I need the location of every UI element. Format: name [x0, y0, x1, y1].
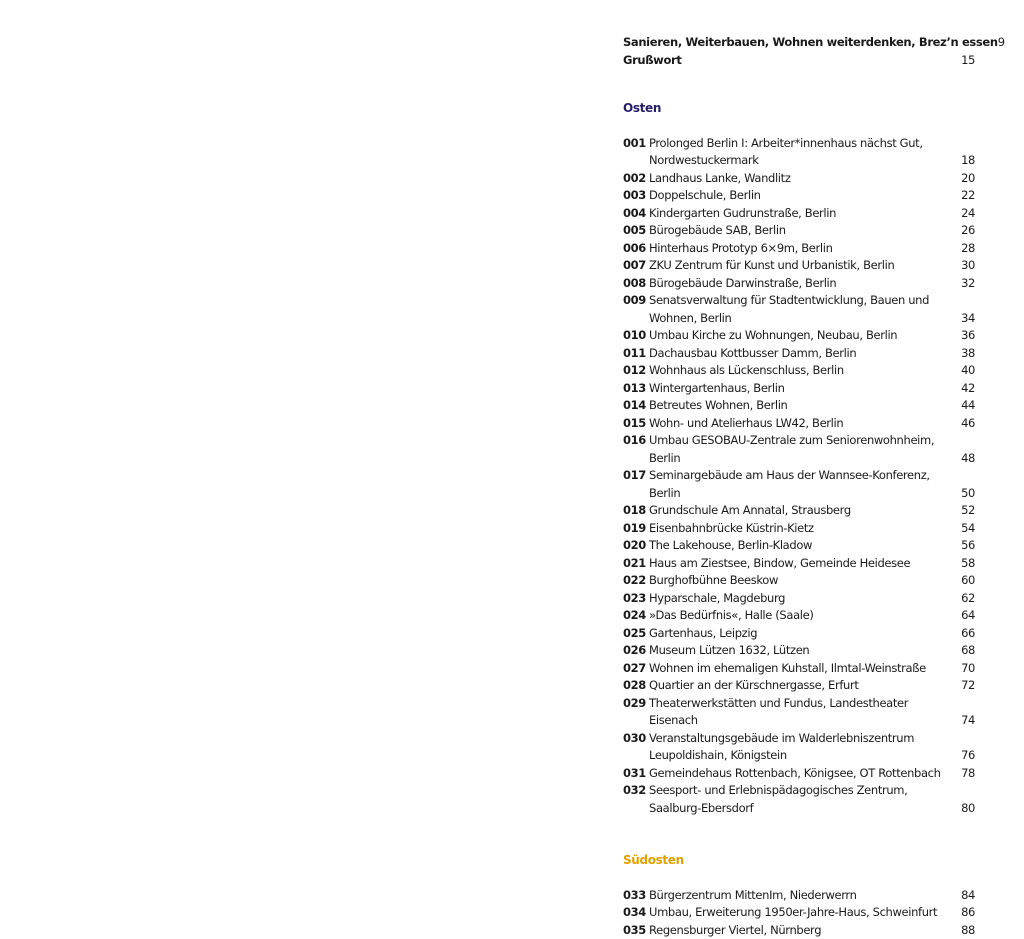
toc-entry-title: Hyparschale, Magdeburg: [649, 591, 785, 605]
toc-entry[interactable]: [623, 432, 975, 467]
toc-entry-number: 022: [623, 572, 646, 590]
toc-entry-title: Umbau GESOBAU-Zentrale zum Seniorenwohnheim, Berlin: [649, 433, 934, 465]
toc-entry-number: 033: [623, 887, 646, 905]
toc-entry-title: Betreutes Wohnen, Berlin: [649, 398, 788, 412]
toc-entry[interactable]: [623, 362, 975, 380]
toc-entry-title: Burghofbühne Beeskow: [649, 573, 778, 587]
toc-entry[interactable]: [623, 660, 975, 678]
toc-entry[interactable]: [623, 572, 975, 590]
toc-entry-number: 028: [623, 677, 646, 695]
toc-entry[interactable]: [623, 292, 975, 327]
toc-entry[interactable]: [623, 537, 975, 555]
toc-entry-title: Sanieren, Weiterbauen, Wohnen weiterdenken, Brez’n essen: [623, 34, 998, 52]
toc-entry-title: Wohn- und Atelierhaus LW42, Berlin: [649, 416, 843, 430]
toc-entry[interactable]: [623, 170, 975, 188]
toc-entry-number: 018: [623, 502, 646, 520]
toc-entry-number: 005: [623, 222, 646, 240]
toc-entry-number: 009: [623, 292, 646, 310]
toc-entry-title: Bürgerzentrum MittenIm, Niederwerrn: [649, 888, 857, 902]
toc-entry-title: Wohnhaus als Lückenschluss, Berlin: [649, 363, 844, 377]
toc-entry-title: Quartier an der Kürschnergasse, Erfurt: [649, 678, 859, 692]
toc-entry-number: 001: [623, 135, 646, 153]
toc-entry-title: The Lakehouse, Berlin-Kladow: [649, 538, 812, 552]
section-title-osten: Osten: [623, 100, 975, 118]
toc-entry-page: 46: [961, 415, 975, 433]
toc-entry-page: 20: [961, 170, 975, 188]
toc-entry-page: 78: [961, 765, 975, 783]
toc-entry[interactable]: [623, 782, 975, 817]
toc-entry[interactable]: [623, 607, 975, 625]
toc-entry-number: 024: [623, 607, 646, 625]
toc-entry-page: 52: [961, 502, 975, 520]
toc-entry-number: 032: [623, 782, 646, 800]
toc-entry-number: 030: [623, 730, 646, 748]
toc-entry-number: 007: [623, 257, 646, 275]
toc-entry-title: Umbau, Erweiterung 1950er-Jahre-Haus, Schweinfurt: [649, 905, 937, 919]
toc-intro-row[interactable]: [623, 34, 975, 52]
toc-entry-title: Gartenhaus, Leipzig: [649, 626, 757, 640]
toc-entry-page: 22: [961, 187, 975, 205]
toc-entry[interactable]: [623, 502, 975, 520]
toc-entry-page: 48: [961, 450, 975, 468]
toc-entry-page: 50: [961, 485, 975, 503]
toc-entry-title: »Das Bedürfnis«, Halle (Saale): [649, 608, 814, 622]
toc-entry-title: Umbau Kirche zu Wohnungen, Neubau, Berlin: [649, 328, 897, 342]
toc-entry-title: Grußwort: [623, 52, 681, 70]
toc-entry[interactable]: [623, 520, 975, 538]
toc-entry[interactable]: [623, 397, 975, 415]
toc-entry-number: 031: [623, 765, 646, 783]
toc-entry-title: Wintergartenhaus, Berlin: [649, 381, 785, 395]
toc-entry[interactable]: [623, 240, 975, 258]
toc-entry-page: 72: [961, 677, 975, 695]
toc-entry-number: 017: [623, 467, 646, 485]
toc-entry-number: 035: [623, 922, 646, 939]
toc-entry-title: Seesport- und Erlebnispädagogisches Zentrum, Saalburg-Ebersdorf: [649, 783, 907, 815]
toc-entry[interactable]: [623, 275, 975, 293]
toc-entry[interactable]: [623, 642, 975, 660]
toc-entry-number: 025: [623, 625, 646, 643]
toc-entry[interactable]: [623, 695, 975, 730]
toc-entry-number: 003: [623, 187, 646, 205]
toc-entry-page: 66: [961, 625, 975, 643]
table-of-contents: [623, 34, 975, 939]
toc-entry-page: 62: [961, 590, 975, 608]
toc-entry-page: 18: [961, 152, 975, 170]
toc-entry-number: 016: [623, 432, 646, 450]
toc-entry-title: Grundschule Am Annatal, Strausberg: [649, 503, 851, 517]
toc-entry-page: 36: [961, 327, 975, 345]
toc-entry[interactable]: [623, 467, 975, 502]
toc-entry-number: 002: [623, 170, 646, 188]
toc-entry[interactable]: [623, 730, 975, 765]
toc-entry-title: Dachausbau Kottbusser Damm, Berlin: [649, 346, 856, 360]
section-list-suedosten: [623, 887, 975, 939]
toc-entry-number: 006: [623, 240, 646, 258]
toc-entry-number: 026: [623, 642, 646, 660]
toc-entry[interactable]: [623, 380, 975, 398]
toc-entry-title: Bürogebäude SAB, Berlin: [649, 223, 786, 237]
toc-entry-page: 74: [961, 712, 975, 730]
toc-entry[interactable]: [623, 922, 975, 939]
toc-entry-title: Theaterwerkstätten und Fundus, Landestheater Eisenach: [649, 696, 908, 728]
toc-entry[interactable]: [623, 904, 975, 922]
toc-entry[interactable]: [623, 135, 975, 170]
toc-entry-number: 034: [623, 904, 646, 922]
toc-entry[interactable]: [623, 415, 975, 433]
toc-entry-page: 9: [998, 34, 1005, 52]
toc-entry[interactable]: [623, 345, 975, 363]
toc-entry[interactable]: [623, 555, 975, 573]
toc-entry-title: Haus am Ziestsee, Bindow, Gemeinde Heidesee: [649, 556, 910, 570]
toc-entry-number: 029: [623, 695, 646, 713]
toc-entry-title: Hinterhaus Prototyp 6×9m, Berlin: [649, 241, 833, 255]
toc-entry-page: 42: [961, 380, 975, 398]
toc-entry-number: 023: [623, 590, 646, 608]
toc-entry-number: 014: [623, 397, 646, 415]
toc-entry-title: Gemeindehaus Rottenbach, Königsee, OT Rottenbach: [649, 766, 941, 780]
toc-entry-title: Seminargebäude am Haus der Wannsee-Konferenz, Berlin: [649, 468, 930, 500]
toc-entry-page: 64: [961, 607, 975, 625]
toc-entry-page: 86: [961, 904, 975, 922]
toc-entry-title: Kindergarten Gudrunstraße, Berlin: [649, 206, 836, 220]
toc-entry-number: 015: [623, 415, 646, 433]
toc-entry-title: Eisenbahnbrücke Küstrin-Kietz: [649, 521, 814, 535]
toc-entry[interactable]: [623, 887, 975, 905]
section-list-osten: [623, 135, 975, 818]
toc-entry-title: Museum Lützen 1632, Lützen: [649, 643, 809, 657]
toc-entry-page: 80: [961, 800, 975, 818]
toc-entry-number: 004: [623, 205, 646, 223]
toc-entry-page: 76: [961, 747, 975, 765]
toc-entry-number: 021: [623, 555, 646, 573]
toc-entry-number: 020: [623, 537, 646, 555]
toc-entry[interactable]: [623, 625, 975, 643]
toc-intro-row[interactable]: [623, 52, 975, 70]
toc-entry-title: Prolonged Berlin I: Arbeiter*innenhaus nächst Gut, Nordwestuckermark: [649, 136, 923, 168]
toc-entry[interactable]: [623, 222, 975, 240]
toc-entry-number: 008: [623, 275, 646, 293]
toc-entry-page: 84: [961, 887, 975, 905]
toc-entry-number: 011: [623, 345, 646, 363]
toc-entry[interactable]: [623, 187, 975, 205]
toc-entry-page: 68: [961, 642, 975, 660]
toc-entry-number: 027: [623, 660, 646, 678]
toc-entry-page: 32: [961, 275, 975, 293]
toc-entry-title: Bürogebäude Darwinstraße, Berlin: [649, 276, 836, 290]
toc-entry-page: 15: [961, 52, 975, 70]
toc-entry-page: 88: [961, 922, 975, 939]
toc-entry-title: Doppelschule, Berlin: [649, 188, 761, 202]
toc-entry-page: 70: [961, 660, 975, 678]
toc-entry-page: 58: [961, 555, 975, 573]
toc-entry[interactable]: [623, 677, 975, 695]
toc-entry[interactable]: [623, 205, 975, 223]
toc-entry-title: Veranstaltungsgebäude im Walderlebniszentrum Leupoldishain, Königstein: [649, 731, 914, 763]
toc-entry-number: 012: [623, 362, 646, 380]
toc-entry[interactable]: [623, 327, 975, 345]
toc-entry-page: 30: [961, 257, 975, 275]
toc-entry-page: 34: [961, 310, 975, 328]
toc-entry-title: Senatsverwaltung für Stadtentwicklung, Bauen und Wohnen, Berlin: [649, 293, 929, 325]
toc-entry-page: 56: [961, 537, 975, 555]
toc-entry-title: Wohnen im ehemaligen Kuhstall, Ilmtal-Weinstraße: [649, 661, 926, 675]
toc-entry-title: Regensburger Viertel, Nürnberg: [649, 923, 821, 937]
toc-entry-page: 38: [961, 345, 975, 363]
toc-entry-page: 26: [961, 222, 975, 240]
toc-entry[interactable]: [623, 765, 975, 783]
toc-entry-page: 60: [961, 572, 975, 590]
section-title-suedosten: Südosten: [623, 852, 975, 870]
toc-entry-page: 28: [961, 240, 975, 258]
toc-entry-title: Landhaus Lanke, Wandlitz: [649, 171, 791, 185]
toc-entry-page: 44: [961, 397, 975, 415]
toc-entry[interactable]: [623, 257, 975, 275]
toc-entry-number: 019: [623, 520, 646, 538]
toc-entry-number: 013: [623, 380, 646, 398]
toc-entry[interactable]: [623, 590, 975, 608]
toc-entry-page: 54: [961, 520, 975, 538]
toc-entry-page: 40: [961, 362, 975, 380]
toc-entry-title: ZKU Zentrum für Kunst und Urbanistik, Berlin: [649, 258, 894, 272]
toc-entry-page: 24: [961, 205, 975, 223]
toc-entry-number: 010: [623, 327, 646, 345]
